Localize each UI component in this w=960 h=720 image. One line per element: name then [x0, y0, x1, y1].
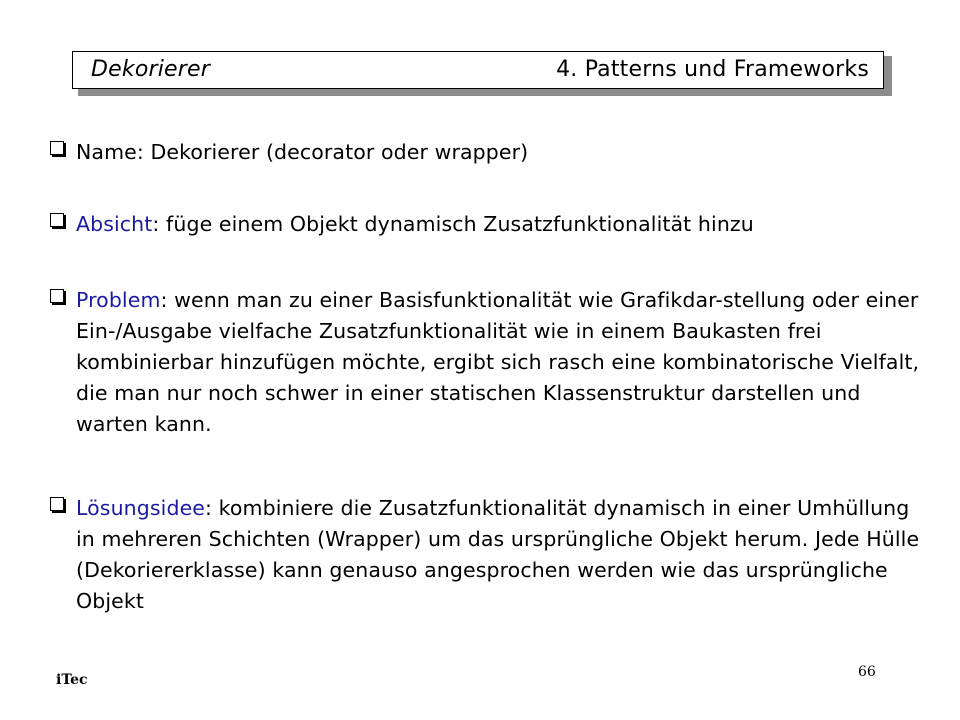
bullet-absicht	[50, 209, 930, 241]
bullet-box-icon	[50, 213, 64, 227]
bullet-body: Dekorierer (decorator oder wrapper)	[143, 140, 529, 164]
bullet-box-icon	[50, 289, 64, 303]
bullet-text	[76, 137, 926, 168]
bullet-body: : kombiniere die Zusatzfunktionalität dynamisch in einer Umhüllung in mehreren Schichten (Wrapper) um das ursprüngliche Objekt herum. Jede Hülle (Dekoriererklasse) kann genauso angesprochen werden wie das ursprüngliche Objekt	[76, 496, 920, 613]
bullet-label: Name:	[76, 140, 144, 164]
bullet-label: Lösungsidee	[76, 496, 205, 520]
bullet-body: : wenn man zu einer Basisfunktionalität wie Grafikdar-stellung oder einer Ein-/Ausgabe vielfache Zusatzfunktionalität wie in einem Baukasten frei kombinierbar hinzufügen möchte, ergibt sich rasch eine kombinatorische Vielfalt, die man nur noch schwer in einer statischen Klassenstruktur darstellen und warten kann.	[76, 288, 920, 436]
bullet-box-icon	[50, 141, 64, 155]
bullet-body: : füge einem Objekt dynamisch Zusatzfunktionalität hinzu	[152, 212, 754, 236]
bullet-label: Absicht	[76, 212, 153, 236]
bullet-text	[76, 209, 926, 240]
bullet-box-icon	[50, 497, 64, 511]
footer-brand: iTec	[56, 672, 88, 688]
page-number: 66	[858, 664, 876, 680]
bullet-loesungsidee	[50, 493, 930, 623]
bullet-problem	[50, 285, 930, 445]
slide-header	[72, 51, 884, 89]
bullet-name	[50, 137, 930, 169]
slide-title: Dekorierer	[91, 57, 210, 82]
bullet-label: Problem	[76, 288, 161, 312]
bullet-text	[76, 493, 926, 617]
bullet-text	[76, 285, 926, 440]
chapter-title: 4. Patterns und Frameworks	[556, 57, 869, 82]
